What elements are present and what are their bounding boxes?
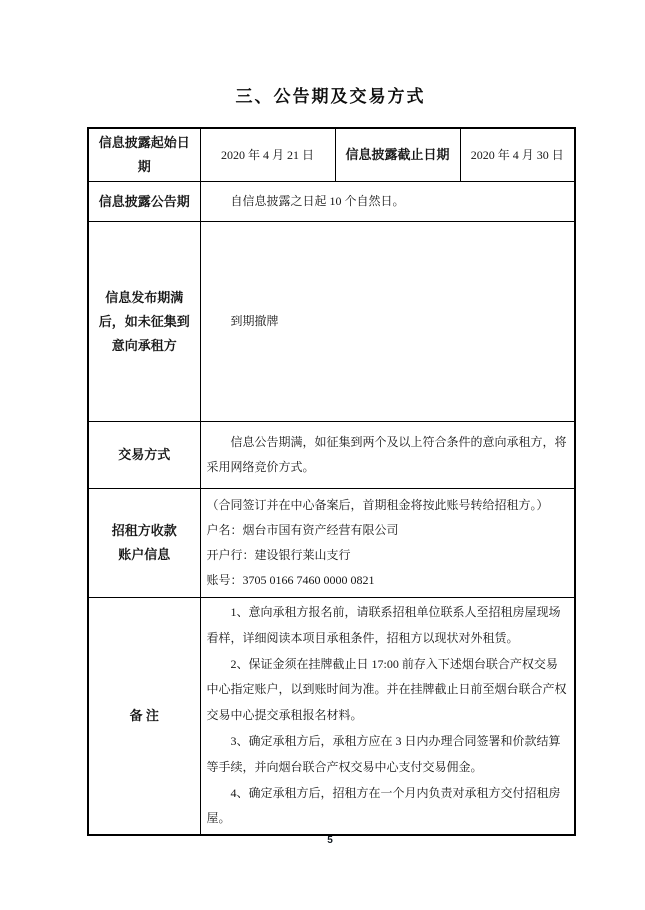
table-row-remarks [88,598,575,836]
account-info-label-line2: 账户信息 [118,547,171,562]
table-row-expiry-action [88,222,575,422]
remark-item-2: 2、保证金须在挂牌截止日 17:00 前存入下述烟台联合产权交易中心指定账户，以到账时间为准。并在挂牌截止日前至烟台联合产权交易中心提交承租报名材料。 [206,656,567,723]
disclosure-end-value: 2020 年 4 月 30 日 [460,128,575,182]
announcement-period-value [200,182,575,222]
transaction-method-label: 交易方式 [88,422,200,489]
table-row-announcement-period [88,182,575,222]
transaction-method-value [200,422,575,489]
table-row-transaction-method [88,422,575,489]
account-bank: 开户行：建设银行莱山支行 [206,548,351,562]
expiry-action-value [200,222,575,422]
remarks-label: 备 注 [88,598,200,836]
announcement-table [87,127,576,836]
page-number: 5 [327,835,333,846]
remark-item-3: 3、确定承租方后，承租方应在 3 日内办理合同签署和价款结算等手续，并向烟台联合产权交易中心支付交易佣金。 [206,733,561,774]
disclosure-end-label: 信息披露截止日期 [335,128,460,182]
announcement-period-label: 信息披露公告期 [88,182,200,222]
table-row-account-info [88,489,575,598]
announcement-period-text: 自信息披露之日起 10 个自然日。 [230,194,405,208]
remark-item-1: 1、意向承租方报名前，请联系招租单位联系人至招租房屋现场看样，详细阅读本项目承租条件，招租方以现状对外租赁。 [206,605,561,645]
table-row-disclosure-dates [88,128,575,182]
account-note: （合同签订并在中心备案后，首期租金将按此账号转给招租方。） [206,498,549,512]
transaction-method-text: 信息公告期满，如征集到两个及以上符合条件的意向承租方，将采用网络竞价方式。 [206,435,567,474]
account-holder-name: 户名：烟台市国有资产经营有限公司 [206,523,399,537]
expiry-action-text: 到期撤牌 [230,314,279,328]
disclosure-start-value: 2020 年 4 月 21 日 [200,128,335,182]
account-number: 账号：3705 0166 7460 0000 0821 [206,573,375,587]
page-title: 三、公告期及交易方式 [235,87,426,106]
account-info-value [200,489,575,598]
expiry-action-label: 信息发布期满后，如未征集到意向承租方 [88,222,200,422]
account-info-label [88,489,200,598]
remark-item-4: 4、确定承租方后，招租方在一个月内负责对承租方交付招租房屋。 [206,785,561,826]
account-info-label-line1: 招租方收款 [111,523,177,538]
remarks-value [200,598,575,836]
disclosure-start-label: 信息披露起始日期 [88,128,200,182]
